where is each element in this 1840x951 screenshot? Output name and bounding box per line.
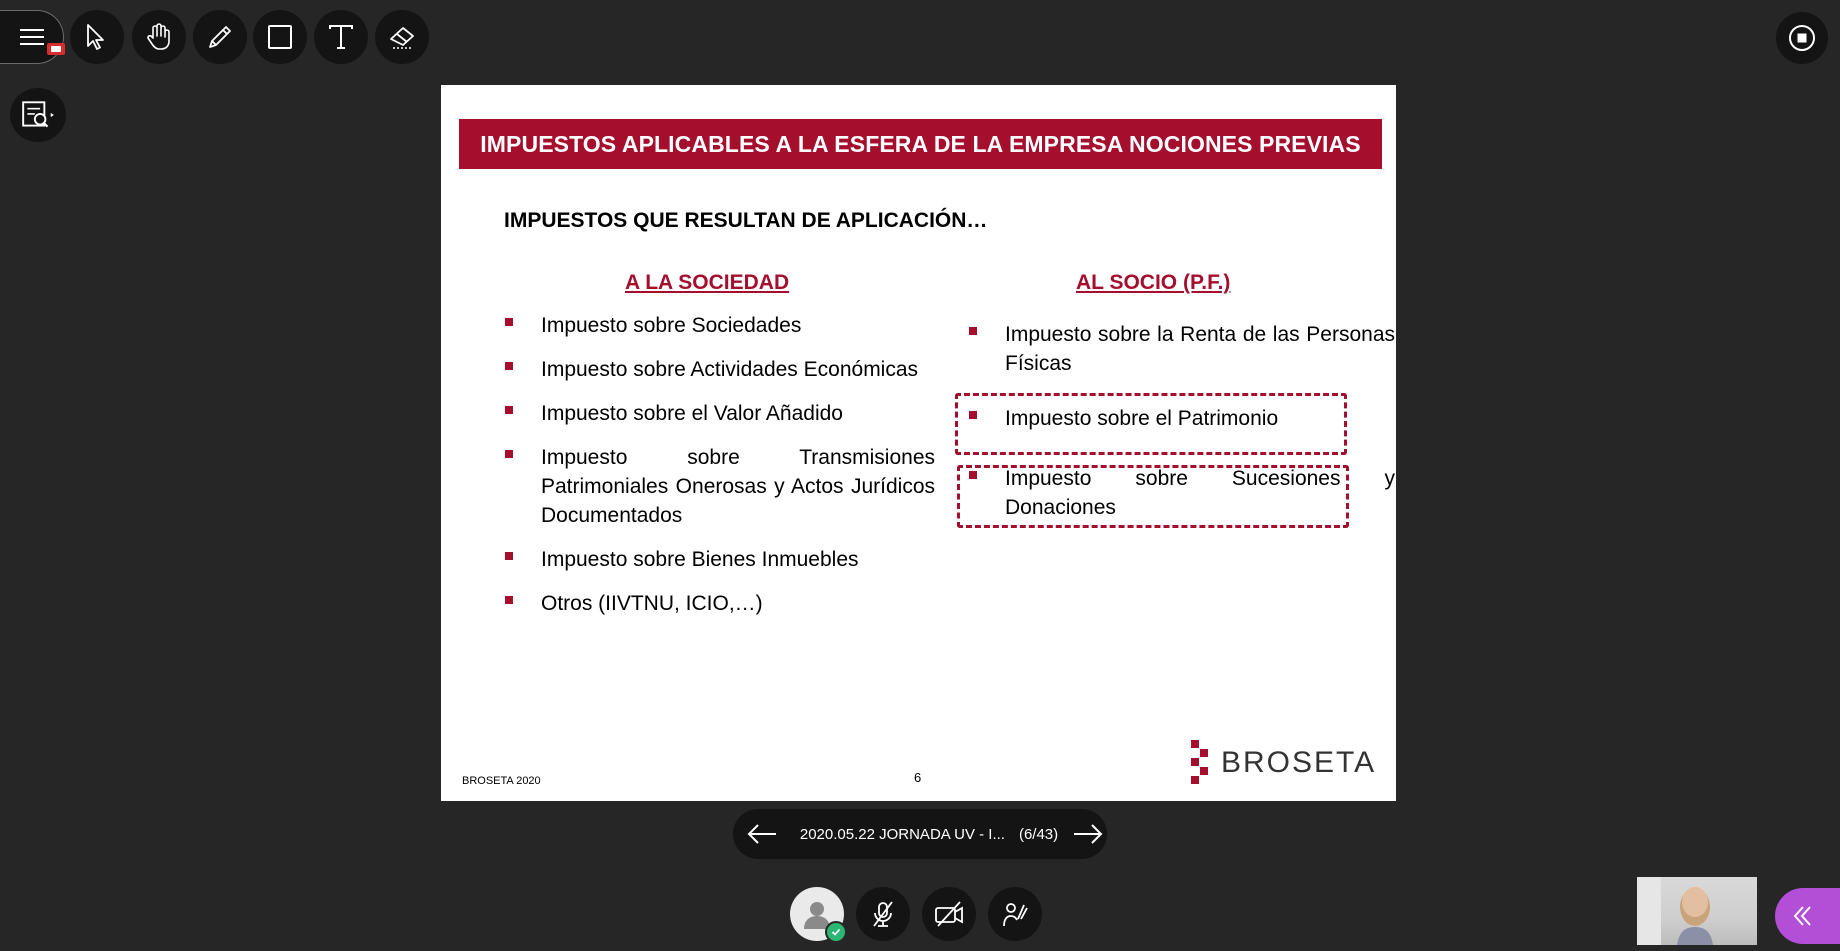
list-item: Impuesto sobre Bienes Inmuebles	[541, 545, 935, 574]
text-icon	[326, 22, 356, 52]
microphone-off-icon	[868, 899, 898, 929]
arrow-left-icon	[746, 822, 778, 846]
rectangle-tool-button[interactable]	[253, 10, 307, 64]
list-item: Impuesto sobre Actividades Económicas	[541, 355, 935, 384]
list-item: Impuesto sobre la Renta de las Personas Físicas	[1005, 320, 1395, 378]
microphone-toggle-button[interactable]	[856, 887, 910, 941]
highlight-box-patrimonio	[955, 393, 1347, 455]
slide-banner: IMPUESTOS APLICABLES A LA ESFERA DE LA EMPRESA NOCIONES PREVIAS	[459, 119, 1382, 169]
list-item: Impuesto sobre el Patrimonio	[1005, 404, 1395, 433]
arrow-right-icon	[1072, 822, 1104, 846]
right-column-heading: AL SOCIO (P.F.)	[1076, 271, 1231, 294]
hand-icon	[144, 22, 174, 52]
previous-slide-button[interactable]	[743, 814, 782, 854]
slide-navigation-bar	[733, 809, 1107, 859]
slide-subtitle: IMPUESTOS QUE RESULTAN DE APLICACIÓN…	[504, 209, 988, 232]
list-item: Otros (IIVTNU, ICIO,…)	[541, 589, 935, 618]
slide-counter: (6/43)	[1018, 825, 1059, 843]
stop-icon	[1787, 23, 1817, 53]
bullet-square-icon	[505, 362, 513, 370]
list-item: Impuesto sobre el Valor Añadido	[541, 399, 935, 428]
bullet-square-icon	[505, 552, 513, 560]
menu-button[interactable]	[0, 10, 64, 64]
chevron-double-left-icon	[1789, 903, 1815, 929]
broseta-logo	[1191, 740, 1376, 786]
raise-hand-icon	[1000, 899, 1030, 929]
my-status-button[interactable]	[790, 887, 844, 941]
eraser-tool-button[interactable]	[375, 10, 429, 64]
bullet-square-icon	[505, 450, 513, 458]
pointer-icon	[82, 22, 112, 52]
text-tool-button[interactable]	[314, 10, 368, 64]
slide-page-number: 6	[914, 770, 922, 785]
bullet-square-icon	[505, 596, 513, 604]
hamburger-icon	[17, 22, 47, 52]
list-item: Impuesto sobre Transmisiones Patrimoniales Onerosas y Actos Jurídicos Documentados	[541, 443, 935, 530]
pen-tool-button[interactable]	[193, 10, 247, 64]
list-item: Impuesto sobre Sociedades	[541, 311, 935, 340]
presenter-silhouette-icon	[1637, 877, 1757, 945]
slide-search-button[interactable]	[10, 88, 66, 142]
camera-off-icon	[933, 899, 965, 929]
logo-mark-icon	[1191, 740, 1209, 786]
stop-sharing-button[interactable]	[1776, 12, 1828, 64]
raise-hand-button[interactable]	[988, 887, 1042, 941]
presentation-title: 2020.05.22 JORNADA UV - I...	[799, 825, 1005, 843]
collapse-panel-button[interactable]	[1775, 888, 1840, 944]
next-slide-button[interactable]	[1068, 814, 1107, 854]
highlight-box-sucesiones	[957, 465, 1349, 528]
bullet-square-icon	[505, 406, 513, 414]
camera-toggle-button[interactable]	[922, 887, 976, 941]
recording-camera-icon	[47, 43, 65, 55]
logo-text: BROSETA	[1221, 746, 1377, 779]
rectangle-icon	[265, 22, 295, 52]
list-item: Impuesto sobre Sucesiones y Donaciones	[1005, 464, 1395, 522]
bullet-square-icon	[969, 327, 977, 335]
eraser-icon	[387, 22, 417, 52]
slide-footer: BROSETA 2020	[462, 775, 541, 787]
status-check-icon	[825, 921, 847, 943]
select-tool-button[interactable]	[70, 10, 124, 64]
presentation-slide	[441, 85, 1396, 801]
bullet-square-icon	[505, 318, 513, 326]
left-column-heading: A LA SOCIEDAD	[625, 271, 790, 294]
document-search-icon	[20, 99, 56, 131]
pan-tool-button[interactable]	[132, 10, 186, 64]
left-bullet-list	[541, 311, 935, 633]
presenter-video-thumbnail[interactable]	[1637, 877, 1757, 945]
pencil-icon	[205, 22, 235, 52]
